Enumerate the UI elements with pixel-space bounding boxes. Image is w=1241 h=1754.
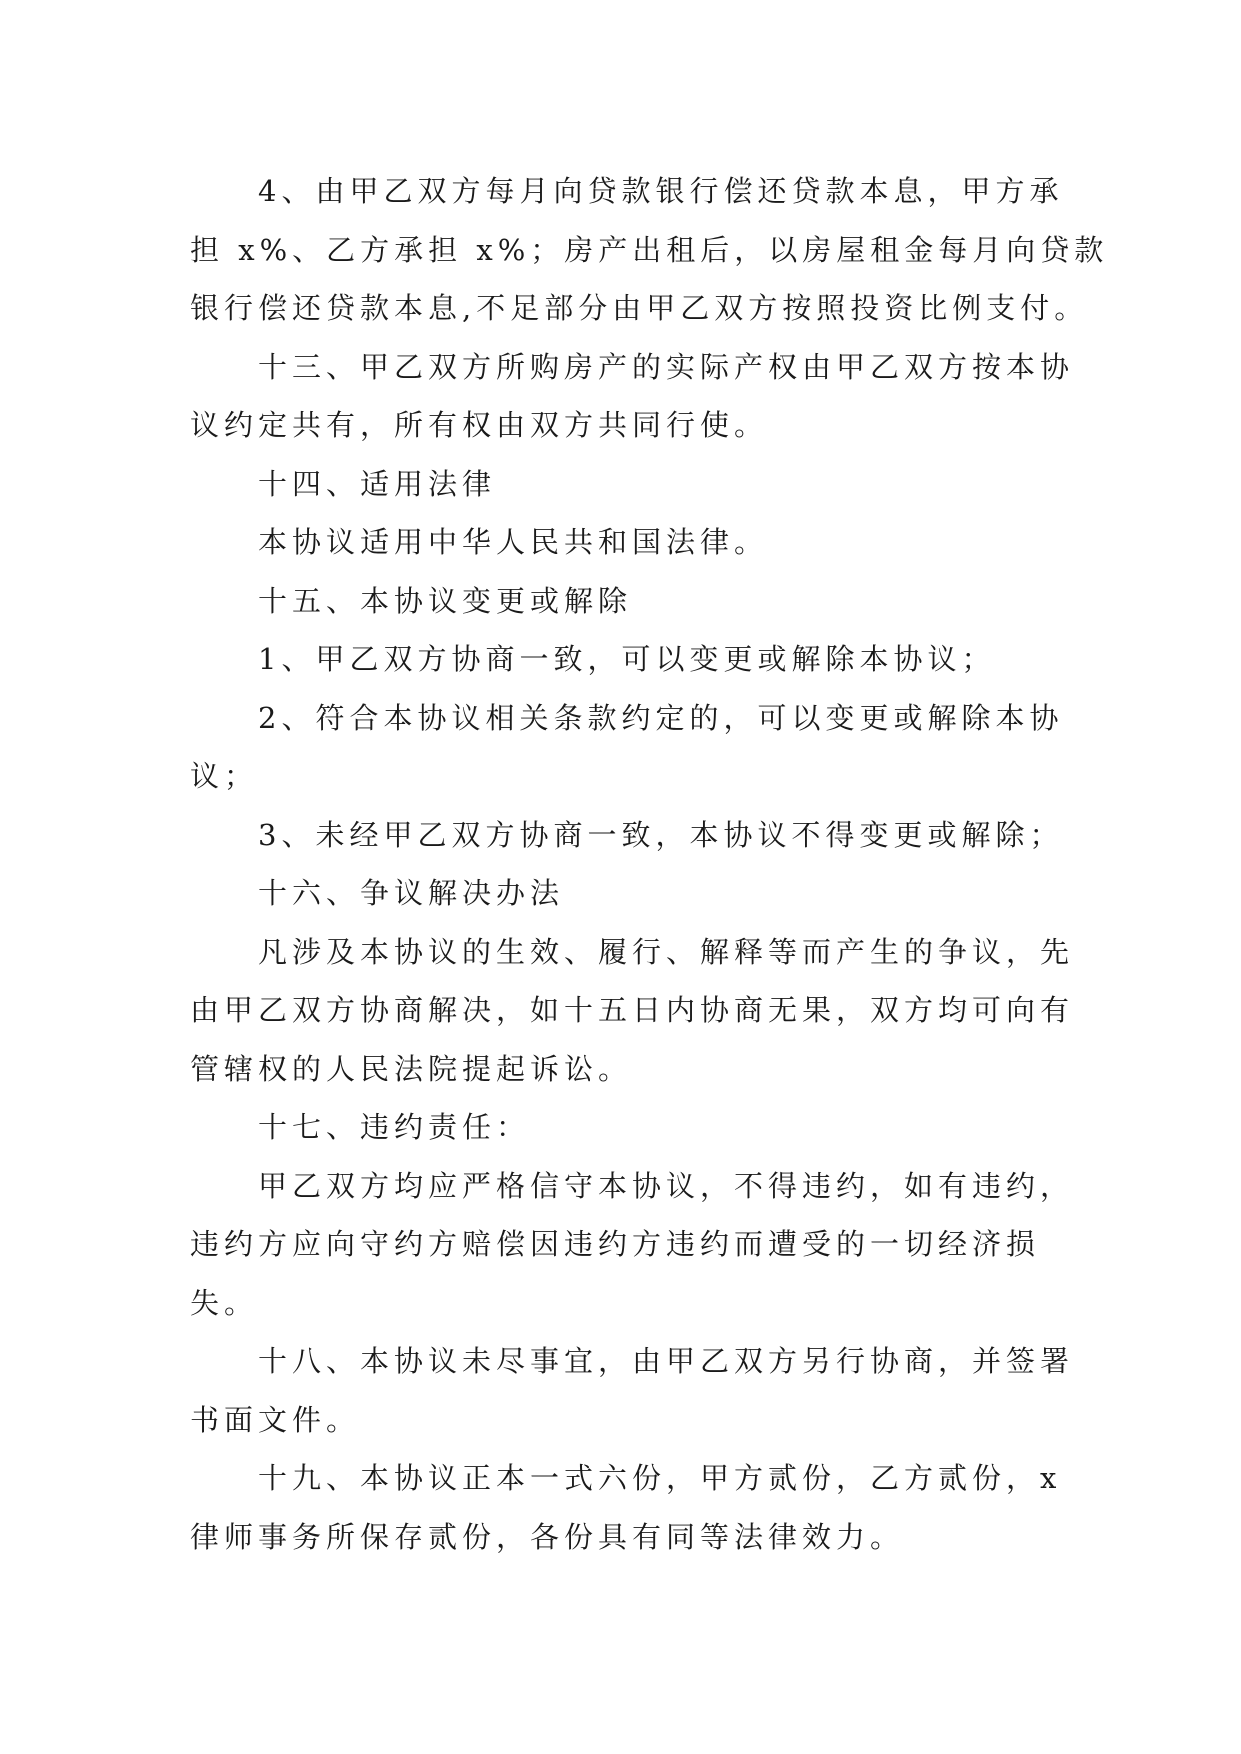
text-line: 管辖权的人民法院提起诉讼。 (190, 1051, 633, 1086)
text-line: 违约方应向守约方赔偿因违约方违约而遭受的一切经济损 (190, 1227, 1041, 1261)
text-line: 担 x%、乙方承担 x%；房产出租后，以房屋租金每月向贷款 (190, 232, 1109, 267)
text-line: 由甲乙双方协商解决，如十五日内协商无果，双方均可向有 (190, 993, 1075, 1027)
text-line: 3、未经甲乙双方协商一致，本协议不得变更或解除； (258, 817, 1064, 852)
text-line: 本协议适用中华人民共和国法律。 (258, 525, 769, 559)
section-heading: 十四、适用法律 (258, 466, 497, 501)
document-body (190, 162, 1109, 1566)
text-line: 十三、甲乙双方所购房产的实际产权由甲乙双方按本协 (258, 349, 1075, 384)
section-heading: 十五、本协议变更或解除 (258, 583, 633, 618)
section-heading: 十七、违约责任： (258, 1110, 531, 1144)
text-line: 1、甲乙双方协商一致，可以变更或解除本协议； (258, 642, 996, 676)
text-line: 失。 (190, 1285, 259, 1320)
text-line: 书面文件。 (190, 1402, 361, 1437)
text-line: 凡涉及本协议的生效、履行、解释等而产生的争议，先 (258, 934, 1075, 969)
text-line: 2、符合本协议相关条款约定的，可以变更或解除本协 (258, 700, 1064, 735)
text-line: 十八、本协议未尽事宜，由甲乙双方另行协商，并签署 (258, 1344, 1075, 1378)
text-line: 甲乙双方均应严格信守本协议，不得违约，如有违约， (258, 1168, 1075, 1203)
text-line: 4、由甲乙双方每月向贷款银行偿还贷款本息，甲方承 (258, 174, 1064, 208)
text-line: 议； (190, 759, 259, 793)
text-line: 十九、本协议正本一式六份，甲方贰份，乙方贰份，x (258, 1461, 1062, 1495)
text-line: 银行偿还贷款本息,不足部分由甲乙双方按照投资比例支付。 (190, 291, 1089, 325)
text-line: 律师事务所保存贰份，各份具有同等法律效力。 (190, 1519, 905, 1554)
section-heading: 十六、争议解决办法 (258, 876, 565, 910)
text-line: 议约定共有，所有权由双方共同行使。 (190, 408, 769, 442)
